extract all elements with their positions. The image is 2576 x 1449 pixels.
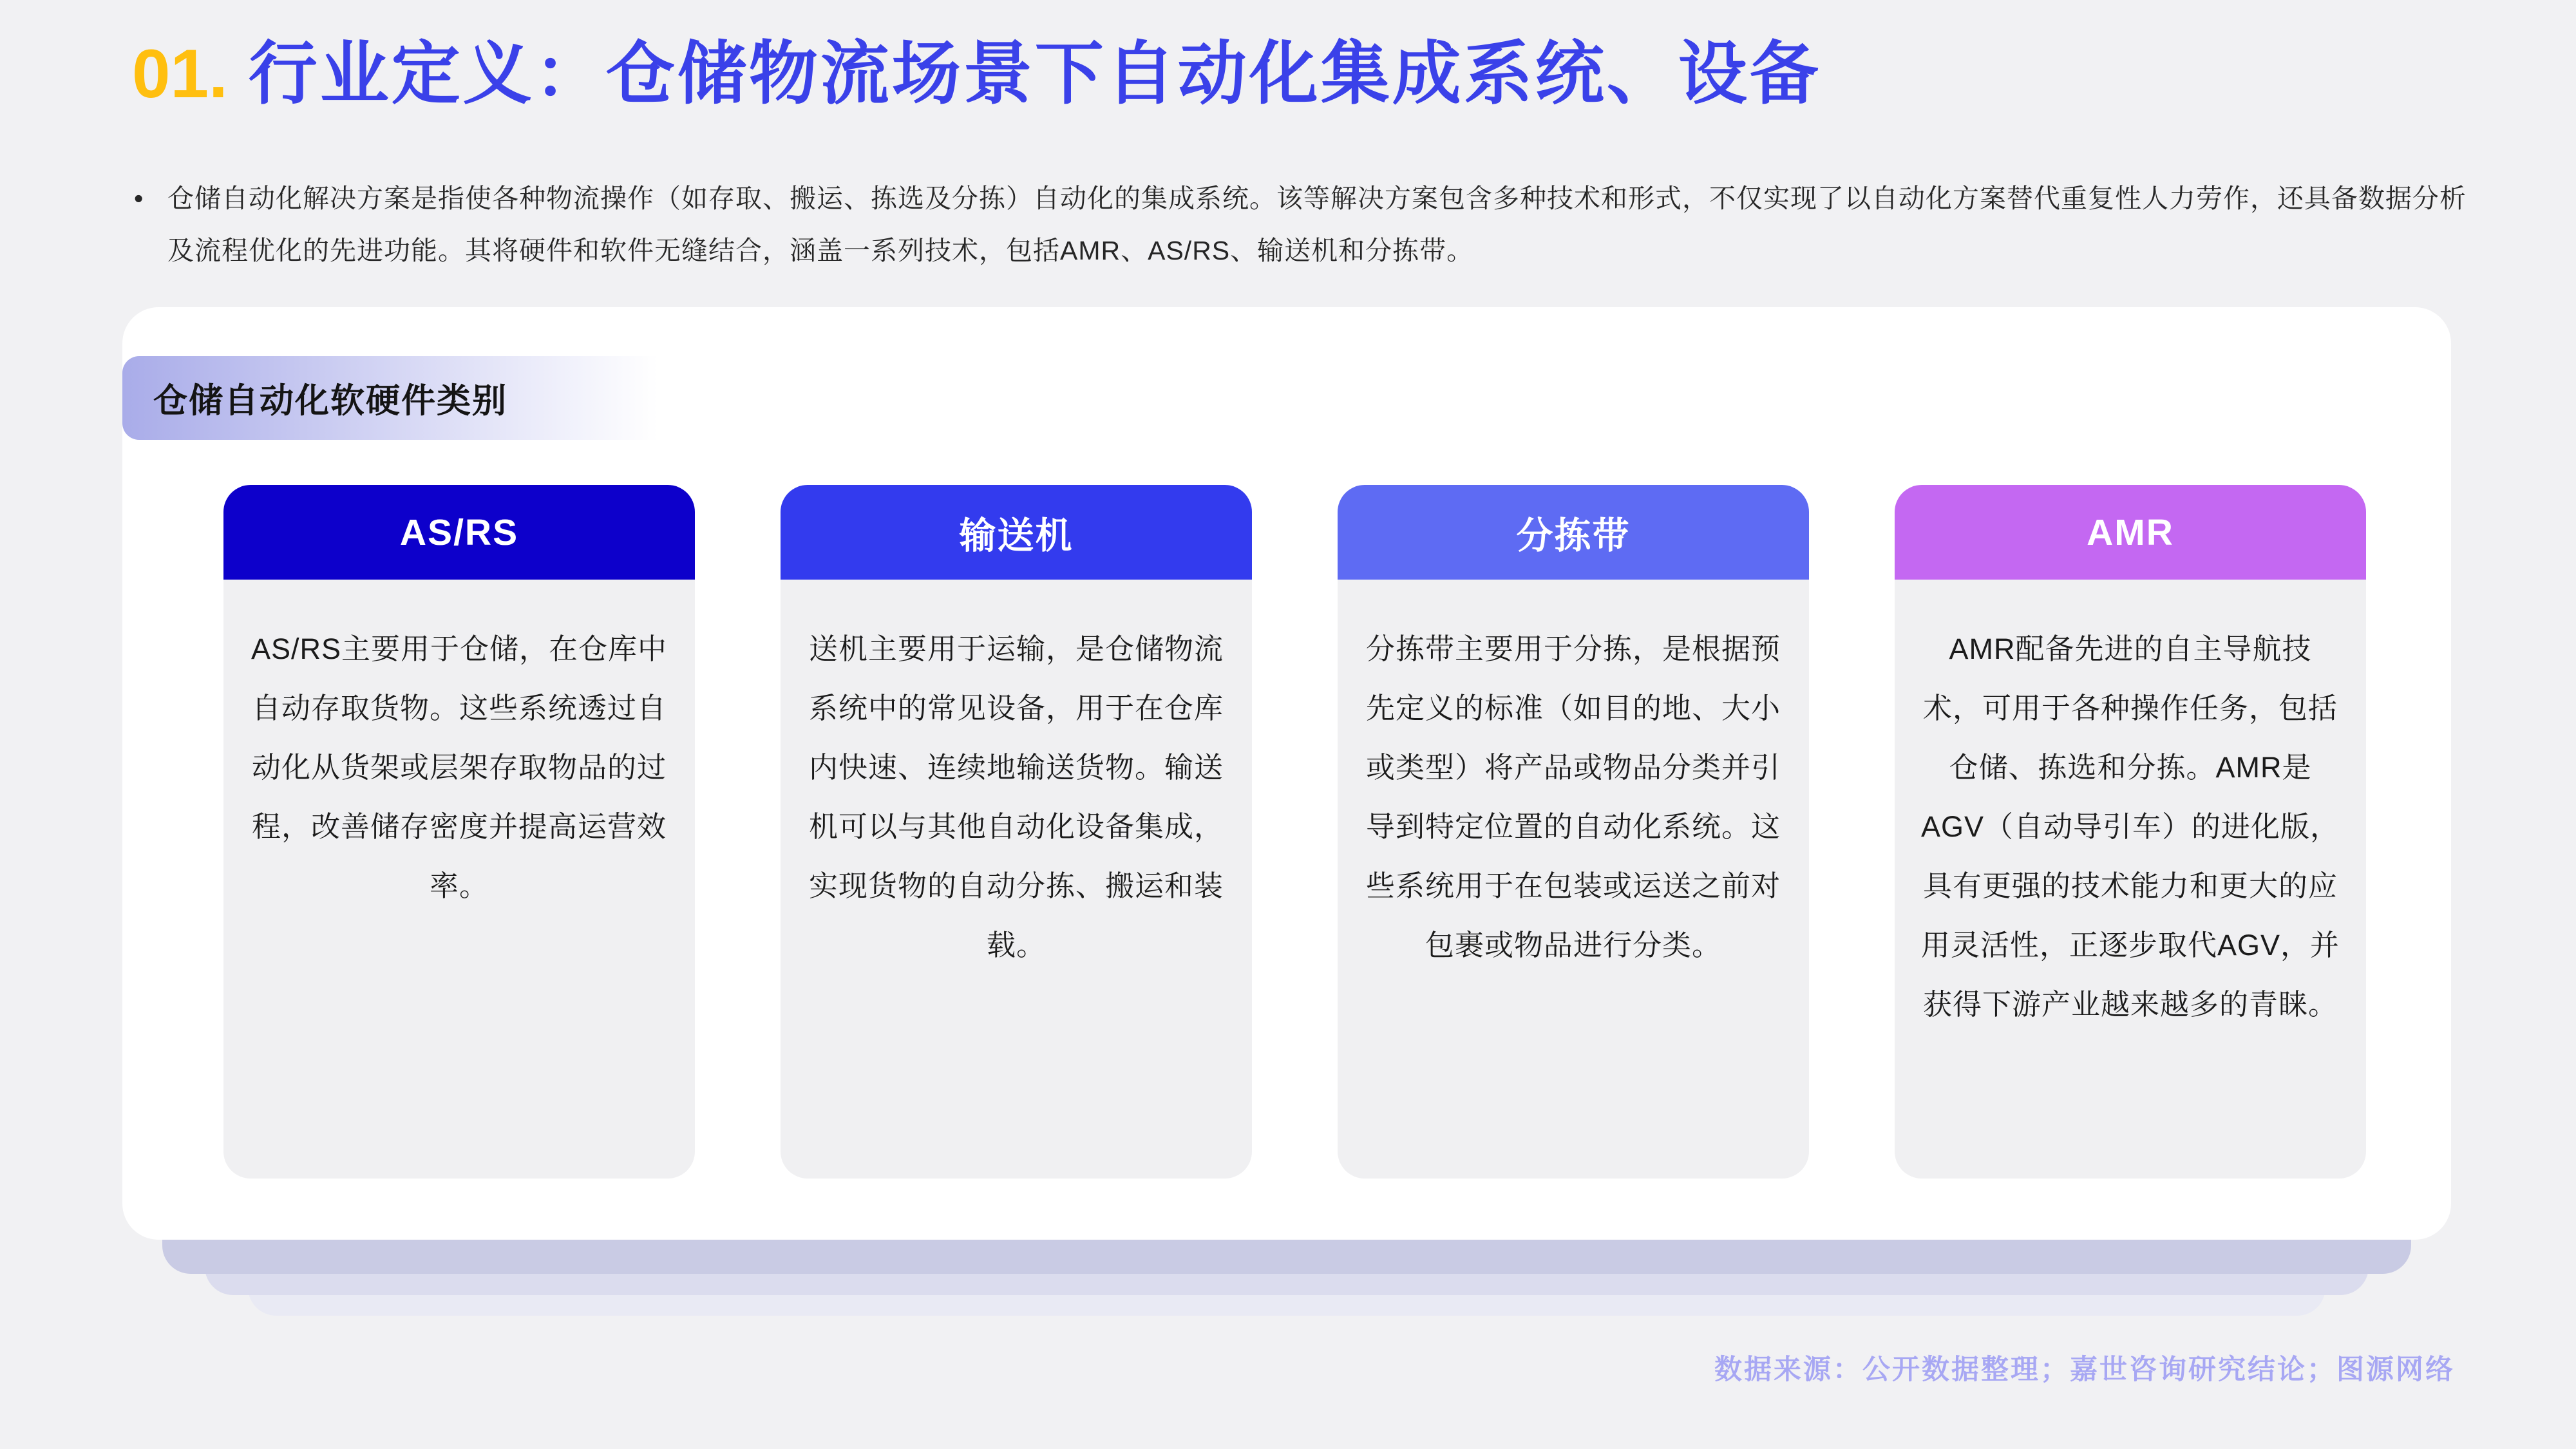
card-header-asrs: AS/RS	[223, 485, 695, 580]
bullet-marker: •	[134, 184, 144, 213]
card-header-conveyor: 输送机	[781, 485, 1252, 580]
category-card-asrs	[223, 485, 695, 1179]
category-card-amr	[1895, 485, 2366, 1179]
content-panel	[122, 307, 2451, 1240]
page-title-text: 行业定义：仓储物流场景下自动化集成系统、设备	[248, 35, 1821, 112]
card-header-amr: AMR	[1895, 485, 2366, 580]
page-title	[132, 31, 1821, 117]
panel-label-text: 仓储自动化软硬件类别	[153, 382, 507, 420]
panel-label	[122, 356, 731, 440]
data-source-note: 数据来源：公开数据整理；嘉世咨询研究结论；图源网络	[1714, 1354, 2455, 1385]
card-body-asrs: AS/RS主要用于仓储，在仓库中自动存取货物。这些系统透过自动化从货架或层架存取物品的过程，改善储存密度并提高运营效率。	[223, 580, 695, 1179]
category-card-sorter	[1338, 485, 1809, 1179]
intro-text: 仓储自动化解决方案是指使各种物流操作（如存取、搬运、拣选及分拣）自动化的集成系统。该等解决方案包含多种技术和形式，不仅实现了以自动化方案替代重复性人力劳作，还具备数据分析及流程优化的先进功能。其将硬件和软件无缝结合，涵盖一系列技术，包括AMR、AS/RS、输送机和分拣带。	[167, 184, 2467, 265]
category-card-conveyor	[781, 485, 1252, 1179]
category-cards	[223, 485, 2366, 1179]
intro-paragraph	[134, 173, 2485, 277]
section-number: 01.	[132, 35, 228, 112]
card-header-sorter: 分拣带	[1338, 485, 1809, 580]
card-body-amr: AMR配备先进的自主导航技术，可用于各种操作任务，包括仓储、拣选和分拣。AMR是AGV（自动导引车）的进化版，具有更强的技术能力和更大的应用灵活性，正逐步取代AGV，并获得下游产业越来越多的青睐。	[1895, 580, 2366, 1179]
card-body-sorter: 分拣带主要用于分拣，是根据预先定义的标准（如目的地、大小或类型）将产品或物品分类并引导到特定位置的自动化系统。这些系统用于在包装或运送之前对包裹或物品进行分类。	[1338, 580, 1809, 1179]
card-body-conveyor: 送机主要用于运输，是仓储物流系统中的常见设备，用于在仓库内快速、连续地输送货物。输送机可以与其他自动化设备集成，实现货物的自动分拣、搬运和装载。	[781, 580, 1252, 1179]
